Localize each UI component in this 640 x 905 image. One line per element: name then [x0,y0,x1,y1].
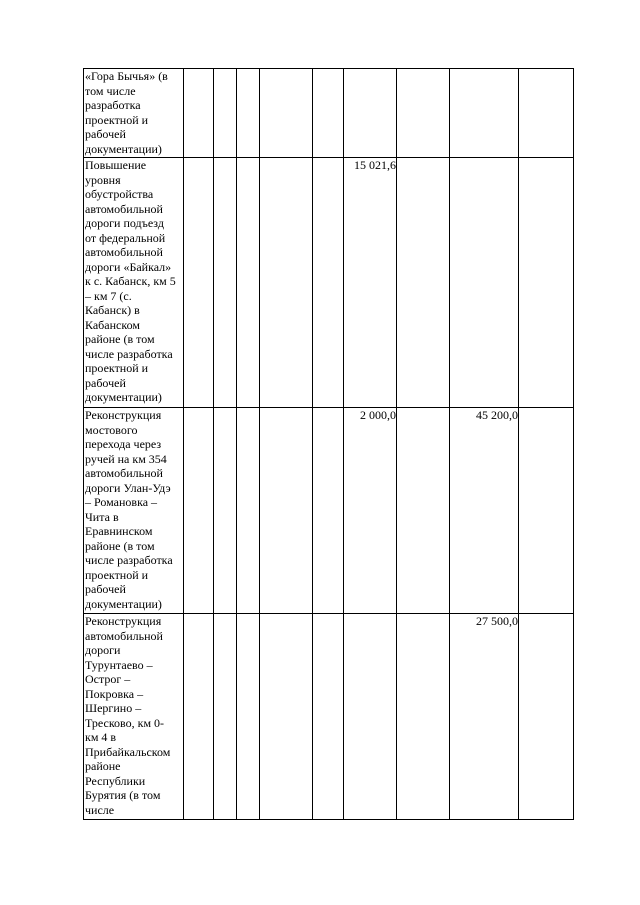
value-cell [313,614,344,820]
budget-table [83,68,574,820]
value-cell [237,614,260,820]
value-cell [313,69,344,158]
value-cell [397,69,450,158]
value-cell [184,69,214,158]
value-cell [184,408,214,614]
value-cell [214,69,237,158]
value-cell [237,408,260,614]
table-row [84,614,574,820]
project-name-cell: Реконструкция автомобильной дороги Турунтаево – Острог – Покровка – Шергино – Тресково, км 0- км 4 в Прибайкальском районе Республики Бурятия (в том числе [84,614,184,820]
value-cell [260,69,313,158]
value-cell [214,408,237,614]
value-cell [184,158,214,408]
value-cell [519,614,574,820]
table-row [84,408,574,614]
project-name-cell: Реконструкция мостового перехода через ручей на км 354 автомобильной дороги Улан-Удэ – Романовка – Чита в Еравнинском районе (в том числе разработка проектной и рабочей документации) [84,408,184,614]
project-name-cell: Повышение уровня обустройства автомобильной дороги подъезд от федеральной автомобильной дороги «Байкал» к с. Кабанск, км 5 – км 7 (с. Кабанск) в Кабанском районе (в том числе разработка проектной и рабочей документации) [84,158,184,408]
value-cell [519,69,574,158]
value-cell [260,158,313,408]
value-cell: 2 000,0 [344,408,397,614]
value-cell [260,408,313,614]
value-cell [260,614,313,820]
value-cell [397,614,450,820]
value-cell [397,158,450,408]
value-cell: 45 200,0 [450,408,519,614]
value-cell [237,69,260,158]
value-cell [184,614,214,820]
value-cell [313,408,344,614]
value-cell: 15 021,6 [344,158,397,408]
value-cell [214,158,237,408]
project-name-cell: «Гора Бычья» (в том числе разработка проектной и рабочей документации) [84,69,184,158]
value-cell [450,69,519,158]
table-row [84,158,574,408]
table-row [84,69,574,158]
value-cell [237,158,260,408]
value-cell [519,408,574,614]
value-cell: 27 500,0 [450,614,519,820]
value-cell [450,158,519,408]
value-cell [519,158,574,408]
value-cell [214,614,237,820]
value-cell [313,158,344,408]
value-cell [397,408,450,614]
value-cell [344,69,397,158]
value-cell [344,614,397,820]
